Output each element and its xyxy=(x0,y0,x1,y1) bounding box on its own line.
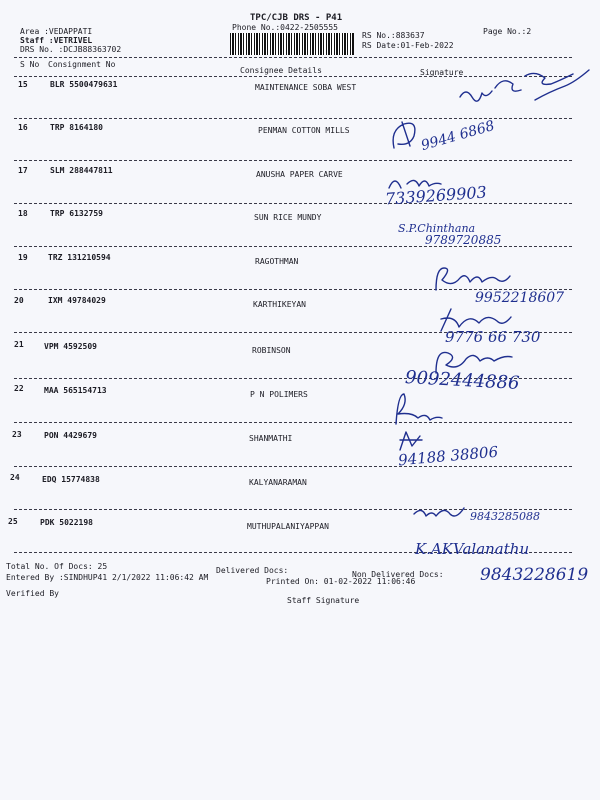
total-docs: Total No. Of Docs: 25 xyxy=(6,562,108,571)
verified-by: Verified By xyxy=(6,589,59,598)
handwritten-phone-row17: 7339269903 xyxy=(384,182,488,209)
phone-number: Phone No.:0422-2505555 xyxy=(232,23,338,32)
document-title: TPC/CJB DRS - P41 xyxy=(250,13,343,23)
row-consignment: IXM 49784029 xyxy=(48,296,106,305)
divider xyxy=(14,160,572,161)
row-sno: 24 xyxy=(10,473,20,482)
col-sno: S No xyxy=(20,60,40,69)
row-sno: 18 xyxy=(18,209,28,218)
row-consignment: PON 4429679 xyxy=(44,431,97,440)
row-consignment: VPM 4592509 xyxy=(44,342,97,351)
divider xyxy=(14,57,572,58)
row-sno: 19 xyxy=(18,253,28,262)
non-delivered-docs: Non Delivered Docs: xyxy=(352,570,444,579)
drs-number: DRS No. :DCJB88363702 xyxy=(20,45,122,54)
row-consignee: MAINTENANCE SOBA WEST xyxy=(255,83,357,92)
signature-row25 xyxy=(410,500,470,522)
col-signature: Signature xyxy=(420,68,464,77)
area-label: Area :VEDAPPATI xyxy=(20,27,93,36)
row-consignment: EDQ 15774838 xyxy=(42,475,100,484)
col-consignment: Consignment No xyxy=(48,60,116,69)
row-consignee: MUTHUPALANIYAPPAN xyxy=(247,522,329,531)
row-consignment: TRP 6132759 xyxy=(50,209,103,218)
row-consignee: KALYANARAMAN xyxy=(249,478,307,487)
handwritten-phone-row19: 9952218607 xyxy=(475,290,565,306)
row-consignee: ANUSHA PAPER CARVE xyxy=(256,170,343,179)
handwritten-phone-row21: 9092444886 xyxy=(404,367,521,394)
row-sno: 21 xyxy=(14,340,24,349)
signature-row17 xyxy=(385,172,455,192)
col-consignee: Consignee Details xyxy=(240,66,322,75)
handwritten-phone-row23: 94188 38806 xyxy=(397,442,499,470)
row-consignee: ROBINSON xyxy=(252,346,291,355)
barcode xyxy=(230,33,354,55)
row-consignee: KARTHIKEYAN xyxy=(253,300,306,309)
row-sno: 15 xyxy=(18,80,28,89)
divider xyxy=(14,203,572,204)
handwritten-phone-row18: 9789720885 xyxy=(425,233,502,247)
row-sno: 25 xyxy=(8,517,18,526)
row-sno: 23 xyxy=(12,430,22,439)
handwritten-phone-row25: 9843285088 xyxy=(470,510,540,523)
handwritten-phone-row20: 9776 66 730 xyxy=(445,328,541,346)
printed-on: Printed On: 01-02-2022 11:06:46 xyxy=(266,577,416,586)
row-consignment: TRZ 131210594 xyxy=(48,253,111,262)
row-consignment: TRP 8164180 xyxy=(50,123,103,132)
row-consignment: BLR 5500479631 xyxy=(50,80,118,89)
handwritten-phone-row16: 9944 6868 xyxy=(419,117,497,155)
row-consignment: MAA 565154713 xyxy=(44,386,107,395)
signature-row22 xyxy=(390,388,450,428)
staff-label: Staff :VETRIVEL xyxy=(20,36,93,45)
row-consignee: SHANMATHI xyxy=(249,434,293,443)
divider xyxy=(14,422,572,423)
rs-number: RS No.:883637 xyxy=(362,31,425,40)
row-consignee: RAGOTHMAN xyxy=(255,257,299,266)
entered-by: Entered By :SINDHUP41 2/1/2022 11:06:42 AM xyxy=(6,573,209,582)
row-sno: 22 xyxy=(14,384,24,393)
row-consignment: SLM 288447811 xyxy=(50,166,113,175)
staff-signature: Staff Signature xyxy=(287,596,360,605)
handwritten-name-row18: S.P.Chinthana xyxy=(398,222,476,235)
rs-date: RS Date:01-Feb-2022 xyxy=(362,41,454,50)
row-sno: 16 xyxy=(18,123,28,132)
delivered-docs: Delivered Docs: xyxy=(216,566,289,575)
row-consignee: P N POLIMERS xyxy=(250,390,308,399)
row-sno: 20 xyxy=(14,296,24,305)
row-consignee: SUN RICE MUNDY xyxy=(254,213,322,222)
handwritten-footer-phone: 9843228619 xyxy=(480,565,589,585)
signature-row15 xyxy=(455,62,595,122)
row-consignee: PENMAN COTTON MILLS xyxy=(258,126,350,135)
page-number: Page No.:2 xyxy=(483,27,532,36)
row-sno: 17 xyxy=(18,166,28,175)
handwritten-footer-name: K.AKValanathu xyxy=(415,540,530,558)
row-consignment: PDK 5022198 xyxy=(40,518,93,527)
divider xyxy=(14,466,572,467)
